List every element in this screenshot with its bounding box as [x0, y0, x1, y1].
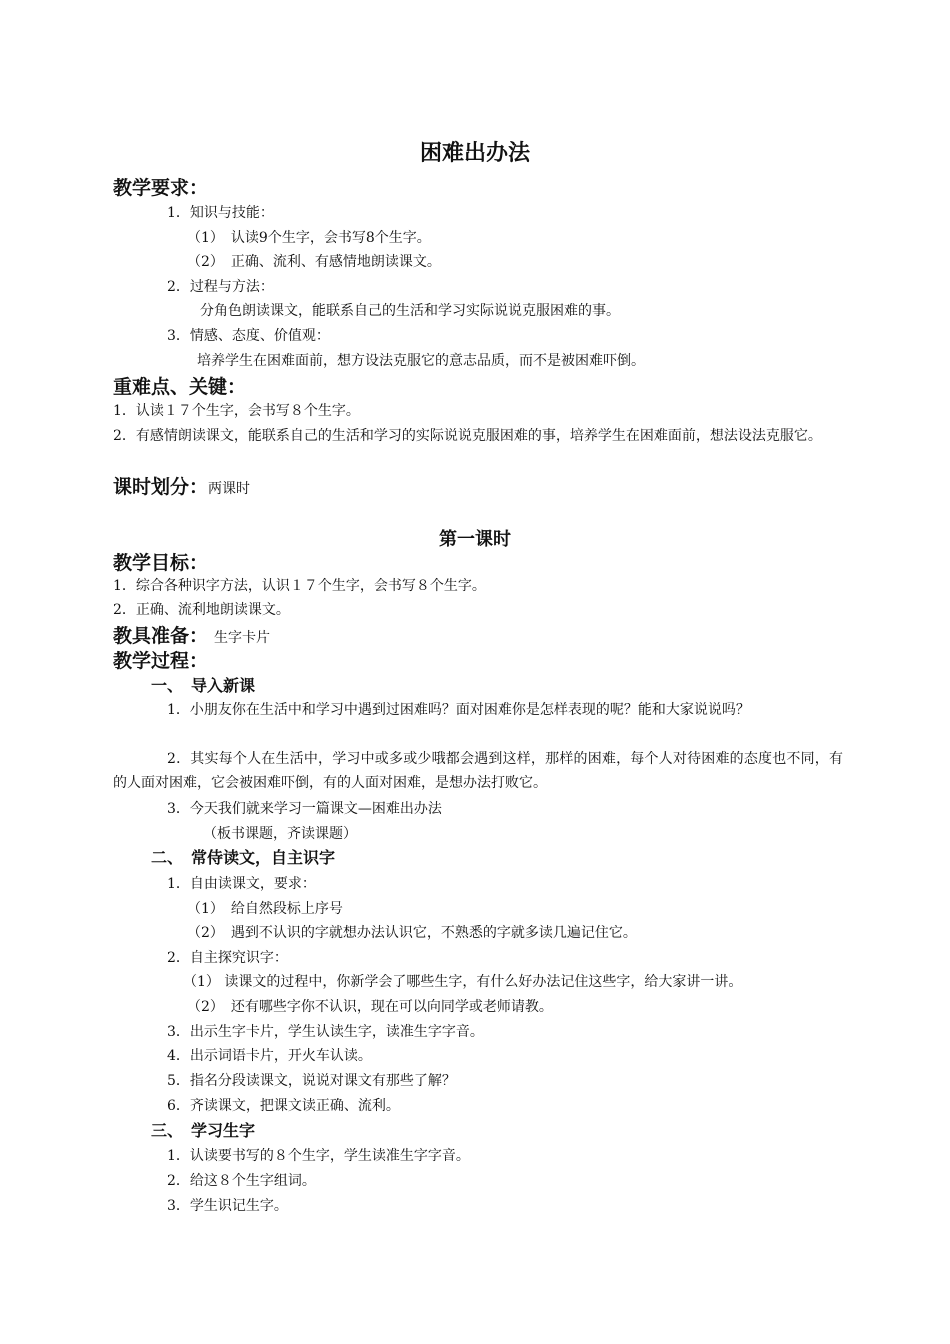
lesson1-title: 第一课时	[439, 529, 511, 550]
process-item: 5．指名分段读课文，说说对课文有那些了解？	[167, 1073, 456, 1089]
goals-item: 2．正确、流利地朗读课文。	[113, 602, 290, 618]
section-title: 二、 常侍读文，自主识字	[151, 848, 336, 867]
section-title: 三、 学习生字	[151, 1121, 256, 1140]
process-item: （板书课题，齐读课题）	[203, 826, 357, 842]
process-item: 1．小朋友你在生活中和学习中遇到过困难吗？面对困难你是怎样表现的呢？能和大家说说吗？	[167, 702, 750, 718]
process-item: 1．认读要书写的８个生字，学生读准生字字音。	[167, 1148, 470, 1164]
prep-heading: 教具准备：	[113, 625, 209, 647]
requirements-heading: 教学要求：	[113, 177, 209, 199]
requirements-item: 1．知识与技能：	[167, 205, 274, 221]
process-item: （2） 还有哪些字你不认识，现在可以向同学或老师请教。	[187, 999, 553, 1015]
process-item: 2．其实每个人在生活中，学习中或多或少哦都会遇到这样，那样的困难，每个人对待困难的态度也不同，有的人面对困难，它会被困难吓倒，有的人面对困难，是想办法打败它。	[113, 751, 843, 791]
process-item: 3．出示生字卡片，学生认读生字，读准生字字音。	[167, 1024, 484, 1040]
requirements-item: 2．过程与方法：	[167, 279, 274, 295]
requirements-item: （1） 认读9个生字，会书写8个生字。	[187, 230, 431, 246]
requirements-item: 3．情感、态度、价值观：	[167, 328, 330, 344]
process-item: 3．今天我们就来学习一篇课文—困难出办法	[167, 801, 442, 817]
section-title: 一、 导入新课	[151, 676, 256, 695]
requirements-item: （2） 正确、流利、有感情地朗读课文。	[187, 254, 441, 270]
process-item: 3．学生识记生字。	[167, 1198, 288, 1214]
process-item: （1） 给自然段标上序号	[187, 901, 343, 917]
process-item: 2．给这８个生字组词。	[167, 1173, 316, 1189]
document-title: 困难出办法	[419, 141, 530, 166]
process-item: （1） 读课文的过程中，你新学会了哪些生字，有什么好办法记住这些字，给大家讲一讲。	[183, 974, 743, 990]
schedule-line	[113, 476, 843, 500]
schedule-heading: 课时划分：	[113, 476, 209, 498]
goals-heading: 教学目标：	[113, 552, 209, 574]
keypoints-heading: 重难点、关键：	[113, 376, 247, 398]
keypoints-item: 2．有感情朗读课文，能联系自己的生活和学习的实际说说克服困难的事，培养学生在困难面前，想法设法克服它。	[113, 428, 822, 444]
requirements-item: 分角色朗读课文，能联系自己的生活和学习实际说说克服困难的事。	[200, 303, 620, 319]
process-item: 4．出示词语卡片，开火车认读。	[167, 1048, 372, 1064]
process-heading: 教学过程：	[113, 650, 209, 672]
requirements-item: 培养学生在困难面前，想方设法克服它的意志品质，而不是被困难吓倒。	[197, 353, 645, 369]
process-item: （2） 遇到不认识的字就想办法认识它，不熟悉的字就多读几遍记住它。	[187, 925, 637, 941]
process-item: 2．自主探究识字：	[167, 950, 288, 966]
process-item: 6．齐读课文，把课文读正确、流利。	[167, 1098, 400, 1114]
prep-value: 生字卡片	[214, 630, 271, 646]
prep-line	[113, 625, 843, 649]
keypoints-item: 1．认读１７个生字，会书写８个生字。	[113, 403, 360, 419]
goals-item: 1．综合各种识字方法，认识１７个生字，会书写８个生字。	[113, 578, 486, 594]
process-item: 1．自由读课文，要求：	[167, 876, 316, 892]
schedule-value: 两课时	[208, 481, 251, 497]
